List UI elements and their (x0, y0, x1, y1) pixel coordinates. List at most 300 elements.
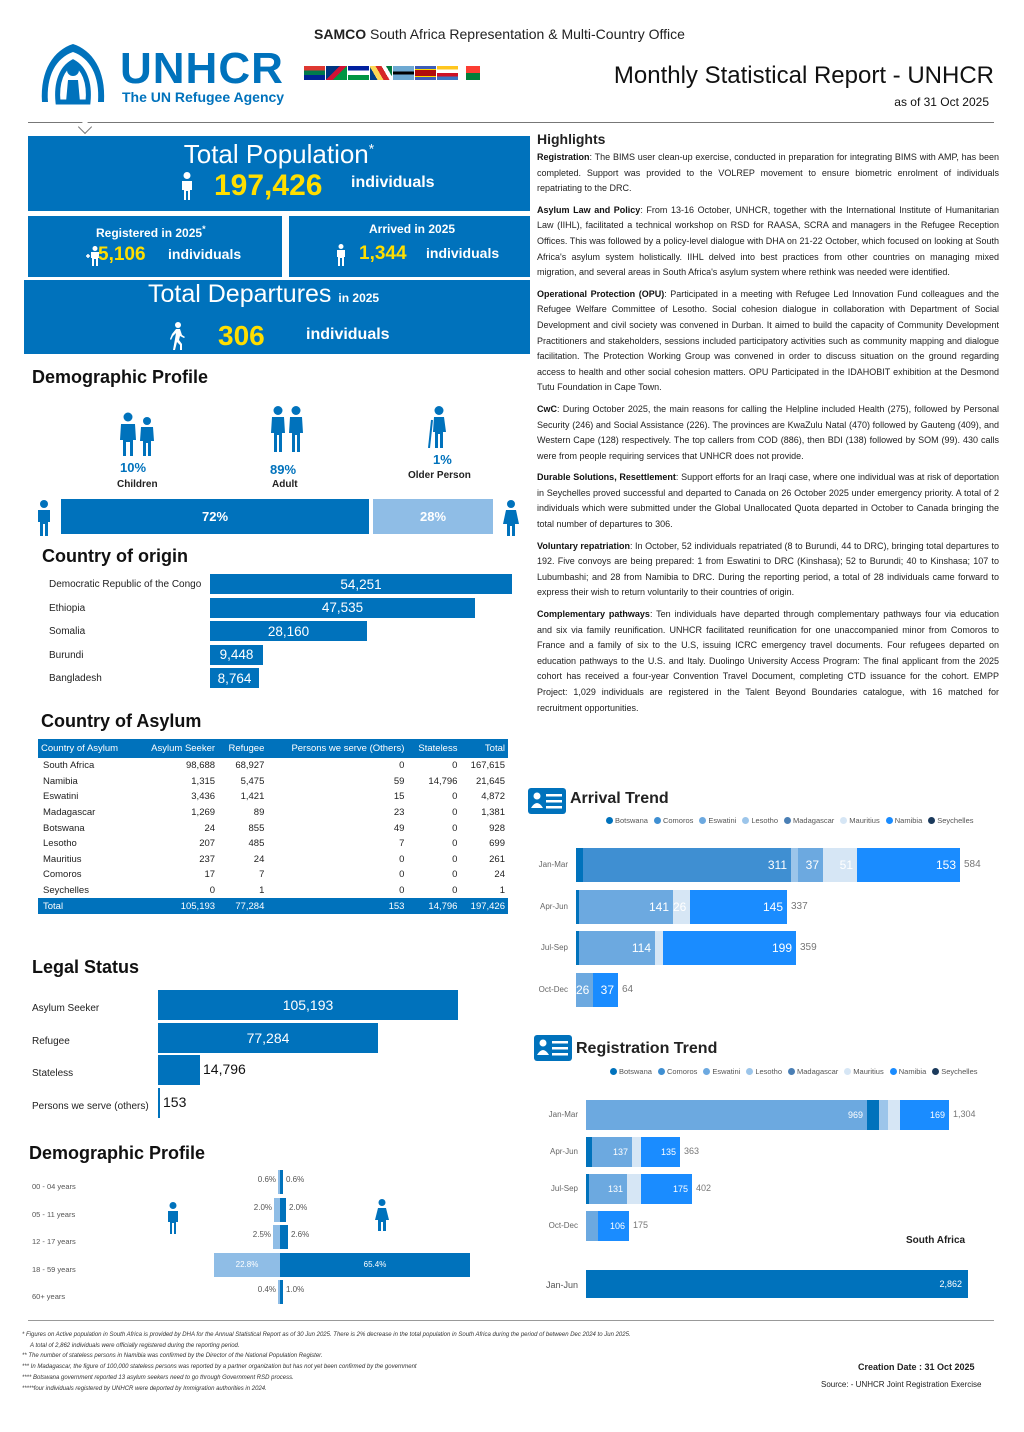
older-label: Older Person (408, 470, 471, 481)
total-cell: 14,796 (407, 898, 460, 914)
trend-segment-value: 175 (672, 1183, 688, 1194)
trend-total: 584 (964, 859, 981, 870)
table-cell: 0 (452, 885, 458, 897)
legend-entry (606, 816, 648, 825)
table-cell: 59 (393, 775, 405, 787)
legend-entry (699, 816, 736, 825)
legend-label: Madagascar (793, 816, 835, 825)
legend-dot (658, 1068, 665, 1075)
trend-total: 64 (622, 983, 634, 995)
office-header (314, 26, 685, 42)
legend-dot (699, 817, 706, 824)
table-row (38, 758, 508, 774)
origin-country-label: Burundi (49, 649, 84, 661)
origin-title: Country of origin (42, 546, 188, 566)
trend-period-label: Jan-Mar (548, 1110, 578, 1119)
unhcr-logo (34, 40, 314, 110)
legend-label: Mauritius (849, 816, 880, 825)
legend-label: Madagascar (797, 1067, 839, 1076)
person-icon (335, 244, 347, 266)
table-row (38, 774, 508, 790)
registered-box (28, 216, 282, 277)
arrived-unit: individuals (426, 245, 500, 261)
table-cell: 98,688 (185, 760, 216, 772)
highlight-heading: CwC (537, 403, 557, 414)
adult-label: Adult (272, 479, 298, 490)
table-cell: 0 (452, 822, 458, 834)
legend-dot (654, 817, 661, 824)
departures-unit: individuals (306, 326, 390, 343)
table-cell: 68,927 (235, 760, 265, 772)
age-group-label: 12 - 17 years (32, 1237, 76, 1246)
trend-total: 363 (684, 1146, 700, 1156)
female-bar: 28% (373, 499, 493, 534)
footer-note: A total of 2,862 individuals were officially registered during the reporting period. (30, 1342, 240, 1349)
departures-title: Total Departures in 2025 (148, 280, 380, 308)
total-cell: 197,426 (460, 898, 508, 914)
table-cell: Eswatini (43, 791, 79, 803)
legend-label: Namibia (894, 816, 923, 825)
table-cell: 0 (452, 838, 458, 850)
adult-pct: 89% (270, 462, 297, 477)
trend-segment-value: 26 (576, 982, 590, 997)
header-divider (28, 122, 994, 123)
age-group-label: 05 - 11 years (32, 1209, 76, 1219)
highlight-text: : The BIMS user clean-up exercise, conducted in preparation for integrating BIMS with AMP, has been completed. Support was provided to the VOLREP movement to ensure biometric enrolment of individuals repatriating to the DRC. (537, 152, 999, 194)
trend-segment-value: 26 (673, 899, 687, 914)
trend-segment-value: 106 (609, 1220, 625, 1231)
legend-label: Lesotho (755, 1067, 783, 1076)
older-person-icon (426, 406, 454, 448)
registered-unit: individuals (168, 246, 242, 262)
table-cell: 7 (399, 838, 405, 850)
legend-label: Eswatini (712, 1067, 741, 1076)
total-cell: Total (38, 898, 136, 914)
origin-bar: 54,251 (210, 574, 512, 594)
table-cell: 14,796 (428, 775, 458, 787)
trend-total: 359 (800, 942, 817, 953)
table-cell: 15 (393, 791, 405, 803)
table-cell: 1,315 (191, 775, 216, 787)
highlight-heading: Registration (537, 152, 590, 162)
trend-segment-value: 141 (648, 899, 669, 914)
total-cell: 105,193 (136, 898, 218, 914)
asylum-col-header: Asylum Seeker (136, 739, 218, 758)
male-icon (36, 500, 52, 536)
trend-period-label: Apr-Jun (549, 1147, 578, 1156)
trend-segment (627, 1174, 641, 1204)
report-date: as of 31 Oct 2025 (894, 95, 989, 109)
highlight-text: : During October 2025, the main reasons for calling the Helpline included Health (275), followed by Personal Security (246) and Social Assistance (226). The provinces are KwaZulu Natal (470) followed by Gauteng (409), and Western Cape (128) respectively. The top callers from COD (886), then BDI (138) followed by SOM (99). 430 calls were from people requiring services that UNHCR does not provide. (537, 403, 999, 461)
table-cell: Botswana (43, 822, 85, 834)
legal-status-value: 153 (163, 1093, 187, 1110)
trend-segment-value: 135 (660, 1146, 676, 1157)
flag-lesotho (348, 66, 369, 80)
flag-botswana (393, 66, 414, 80)
asylum-col-header: Refugee (218, 739, 267, 758)
trend-segment-value: 131 (607, 1183, 623, 1194)
highlight-heading: Complementary pathways (537, 609, 650, 620)
highlight-paragraph (537, 607, 999, 716)
legend-entry (742, 816, 778, 825)
total-population-value: 197,426 (214, 169, 323, 202)
table-cell: 928 (489, 822, 505, 834)
legend-entry (928, 816, 973, 825)
registered-title: Registered in 2025* (96, 224, 206, 240)
legend-entry (932, 1067, 977, 1076)
logo-name: UNHCR (120, 44, 284, 93)
age-group-label: 18 - 59 years (32, 1264, 76, 1274)
legend-dot (890, 1068, 897, 1075)
flag-comoros (437, 66, 458, 80)
origin-chart (40, 574, 520, 692)
legend-entry (784, 816, 834, 825)
male-bar: 72% (61, 499, 369, 534)
trend-period-label: Jul-Sep (540, 943, 568, 952)
legend-entry (610, 1067, 652, 1076)
trend-segment (655, 931, 663, 965)
legend-dot (886, 817, 893, 824)
age-female-value: 65.4% (363, 1259, 387, 1269)
trend-total: 1,304 (953, 1109, 976, 1119)
table-cell: 0 (452, 791, 458, 803)
legend-dot (844, 1068, 851, 1075)
age-male-bar (273, 1225, 280, 1249)
highlight-text: : Participated in a meeting with Refugee Led Innovation Fund colleagues and the Refugee Welfare Committee of Lesotho. Social cohesion dialogue in collaboration with Department of Social Development and civil society was convened in Durban. It aimed to build the capacity of Community Development Practitioners and stakeholders, sessions included participatory activities such as community mapping and dialogue facilitation. The Protection Working Group was convened in order to discuss situation on the ground regarding access to health and other social cohesion matters. OPU Participated in the IDAHOBIT exhibition at the Desmond Tutu Foundation in Cape Town. (537, 288, 1000, 393)
table-cell: 1 (259, 885, 265, 897)
highlight-paragraph (537, 539, 999, 601)
origin-country-label: Bangladesh (49, 673, 102, 684)
legend-label: Mauritius (853, 1067, 884, 1076)
table-cell: 261 (489, 853, 505, 865)
trend-total: 337 (791, 900, 808, 912)
highlight-heading: Asylum Law and Policy (537, 204, 641, 215)
footer-note: *****four individuals registered by UNHCR were deported by Immigration authorities in 2024. (22, 1385, 267, 1392)
trend-segment (867, 1100, 879, 1130)
table-cell: South Africa (43, 760, 95, 772)
legal-status-title: Legal Status (32, 957, 140, 977)
table-cell: 207 (199, 838, 216, 850)
legal-status-label: Asylum Seeker (32, 1003, 100, 1014)
table-cell: 0 (209, 885, 216, 897)
legend-dot (784, 817, 791, 824)
origin-country-label: Somalia (49, 626, 86, 637)
table-cell: 4,872 (481, 791, 505, 803)
legal-status-label: Stateless (32, 1068, 74, 1079)
legend-dot (610, 1068, 617, 1075)
table-cell: 1 (499, 885, 505, 897)
legend-label: Eswatini (708, 816, 737, 825)
table-cell: 0 (399, 760, 405, 772)
highlights-body (537, 150, 999, 722)
arrival-chart (530, 848, 1000, 1016)
legend-entry (788, 1067, 838, 1076)
legend-entry (886, 816, 923, 825)
origin-bar: 28,160 (210, 621, 367, 641)
table-row (38, 883, 508, 899)
table-cell: 1,269 (191, 807, 216, 819)
arrival-trend-title: Arrival Trend (570, 790, 669, 807)
trend-period-label: Jan-Mar (538, 860, 568, 869)
table-cell: Seychelles (43, 885, 89, 897)
age-male-value: 2.5% (252, 1230, 271, 1239)
legal-status-value: 105,193 (282, 997, 334, 1013)
trend-segment-value: 311 (767, 858, 787, 872)
flag-namibia (326, 66, 347, 80)
table-cell: 0 (452, 869, 458, 881)
trend-period-label: Jul-Sep (550, 1184, 578, 1193)
registered-value: 5,106 (98, 244, 146, 265)
legend-entry (890, 1067, 927, 1076)
report-title: Monthly Statistical Report - UNHCR (613, 62, 994, 89)
flag-seychelles (370, 66, 391, 80)
table-cell: 0 (399, 885, 405, 897)
legend-label: Seychelles (937, 816, 974, 825)
age-male-value: 0.6% (257, 1175, 276, 1184)
legend-label: Lesotho (751, 816, 779, 825)
trend-segment-value: 145 (762, 899, 783, 914)
table-cell: 24 (253, 853, 265, 865)
legend-entry (703, 1067, 740, 1076)
arrival-legend (606, 816, 974, 825)
origin-bar: 47,535 (210, 598, 475, 618)
children-pct: 10% (120, 460, 147, 475)
legend-entry (658, 1067, 697, 1076)
age-male-value: 0.4% (257, 1285, 276, 1294)
legend-label: Comoros (662, 816, 694, 825)
trend-period-label: Apr-Jun (539, 901, 568, 911)
footer-notes (22, 1330, 802, 1394)
footer-note: *** In Madagascar, the figure of 100,000 stateless persons was reported by a partner organization but has not yet been confirmed by the government (22, 1364, 417, 1371)
highlight-text: : Support efforts for an Iraqi case, where one individual was at risk of deportation in Seychelles proved successful and departed to Canada on 26 October 2025 under emergency priority. A total of 2 individuals which were submitted under the Global Unallocated Quota departed in October to Canada bringing the total number of departures to 306. (537, 472, 1000, 530)
sa-bar: 2,862 (586, 1270, 968, 1298)
origin-country-label: Ethiopia (49, 602, 86, 614)
table-cell: 0 (452, 807, 458, 819)
legal-status-value: 77,284 (246, 1029, 290, 1046)
flag-eswatini (415, 66, 436, 80)
table-cell: 24 (204, 822, 216, 834)
trend-segment (888, 1100, 900, 1130)
trend-segment (576, 848, 583, 882)
asylum-col-header: Country of Asylum (38, 739, 136, 758)
age-male-value: 2.0% (253, 1202, 272, 1212)
legend-entry (654, 816, 693, 825)
table-cell: 0 (452, 760, 458, 772)
age-male-value: 22.8% (235, 1259, 259, 1269)
legend-dot (788, 1068, 795, 1075)
origin-bar: 9,448 (210, 645, 263, 665)
table-total-row (38, 898, 508, 914)
asylum-title: Country of Asylum (41, 711, 202, 731)
registration-legend (610, 1067, 978, 1076)
age-female-bar (280, 1225, 288, 1249)
footer-note: **** Botswana government reported 13 asylum seekers need to go through Government RSD process. (22, 1374, 294, 1381)
country-flags (304, 66, 480, 80)
legend-dot (746, 1068, 753, 1075)
trend-segment-value: 114 (631, 941, 651, 955)
age-group-label: 00 - 04 years (32, 1182, 76, 1191)
trend-segment-value: 169 (929, 1109, 945, 1120)
total-cell: 153 (267, 898, 407, 914)
legend-label: Botswana (615, 816, 648, 825)
person-icon (180, 172, 194, 200)
children-label: Children (117, 479, 158, 490)
age-female-value: 1.0% (286, 1285, 305, 1294)
children-icon (118, 412, 158, 456)
office-abbrev: SAMCO (314, 26, 367, 42)
asylum-table-header (38, 739, 508, 758)
legal-status-label: Persons we serve (others) (32, 1100, 149, 1112)
asylum-col-header: Total (460, 739, 508, 758)
asylum-table (38, 739, 508, 914)
highlight-paragraph (537, 287, 999, 396)
trend-period-label: Oct-Dec (548, 1221, 578, 1230)
table-cell: 23 (393, 807, 405, 819)
table-row (38, 789, 508, 805)
legend-dot (703, 1068, 710, 1075)
table-cell: 89 (253, 807, 265, 819)
adults-icon (269, 406, 305, 452)
table-cell: 0 (399, 853, 405, 865)
legend-entry (840, 816, 879, 825)
table-cell: 167,615 (470, 760, 505, 772)
trend-segment-value: 37 (805, 858, 819, 872)
table-cell: 3,436 (191, 791, 216, 803)
trend-segment-value: 153 (935, 858, 956, 872)
older-pct: 1% (433, 452, 452, 467)
list-icon (528, 788, 566, 814)
highlight-paragraph (537, 203, 999, 281)
trend-period-label: Oct-Dec (538, 984, 568, 994)
age-group-label: 60+ years (32, 1292, 66, 1301)
highlight-text: : From 13-16 October, UNHCR, together with the International Institute of Humanitarian Law (IIHL), facilitated a technical workshop on RSD for RAASA, SCRA and managers in the Refugee Reception Offices. This was followed by a policy-level dialogue with DHA on 21-22 October, which focused on looking at South Africa's asylum system holistically. IIHL delved into best practices from other countries on managing mixed migration, and several areas in South Africa's asylum system where rethink was needed were identified. (537, 204, 999, 278)
trend-total: 402 (696, 1183, 712, 1193)
highlight-paragraph (537, 402, 999, 464)
female-icon (502, 500, 520, 536)
age-female-bar (280, 1170, 283, 1194)
table-row (38, 852, 508, 868)
flag-madagascar (459, 66, 480, 80)
trend-segment (586, 1211, 598, 1241)
trend-segment (879, 1100, 888, 1130)
age-female-bar (280, 1198, 286, 1222)
creation-date: Creation Date : 31 Oct 2025 (858, 1362, 975, 1372)
trend-segment (791, 848, 798, 882)
table-cell: 1,421 (240, 791, 265, 803)
highlights-title: Highlights (537, 131, 606, 147)
office-name: South Africa Representation & Multi-Country Office (370, 26, 685, 42)
footer-note: ** The number of stateless persons in Namibia was confirmed by the Director of the National Population Register. (22, 1353, 323, 1360)
trend-segment-value: 51 (839, 858, 853, 872)
table-cell: Lesotho (43, 838, 77, 850)
age-female-value: 2.0% (289, 1202, 308, 1212)
sa-period-label: Jan-Jun (546, 1280, 579, 1290)
table-cell: 0 (399, 869, 405, 881)
highlight-paragraph (537, 470, 999, 532)
walking-person-icon (168, 322, 186, 350)
legal-status-label: Refugee (32, 1035, 70, 1047)
table-cell: 0 (452, 853, 458, 865)
origin-country-label: Democratic Republic of the Congo (49, 579, 202, 590)
south-africa-label: South Africa (906, 1235, 966, 1246)
list-icon (534, 1035, 572, 1061)
asylum-col-header: Stateless (407, 739, 460, 758)
table-cell: 24 (494, 869, 505, 881)
age-female-bar (280, 1280, 283, 1304)
departures-box (24, 280, 530, 354)
legend-label: Seychelles (941, 1067, 978, 1076)
arrived-value: 1,344 (359, 243, 407, 264)
legend-dot (928, 817, 935, 824)
table-cell: 1,381 (481, 807, 505, 819)
departures-value: 306 (218, 320, 265, 351)
flag-south-africa (304, 66, 325, 80)
table-row (38, 867, 508, 883)
highlight-heading: Voluntary repatriation (537, 540, 630, 551)
arrived-box (289, 216, 530, 277)
trend-segment-value: 199 (771, 941, 792, 955)
total-cell: 77,284 (218, 898, 267, 914)
legal-status-chart (30, 990, 520, 1120)
table-row (38, 820, 508, 836)
highlight-heading: Operational Protection (OPU) (537, 288, 665, 299)
table-cell: Madagascar (43, 807, 96, 819)
age-pyramid (30, 1170, 520, 1305)
table-cell: Namibia (43, 775, 78, 787)
logo-subtitle: The UN Refugee Agency (122, 89, 285, 105)
table-row (38, 836, 508, 852)
asylum-table-wrap (38, 739, 508, 914)
table-cell: 21,645 (475, 775, 505, 787)
total-population-title: Total Population* (183, 139, 375, 169)
trend-segment-value: 137 (612, 1146, 628, 1157)
highlight-paragraph (537, 150, 999, 197)
total-population-box (28, 136, 530, 211)
legend-entry (844, 1067, 883, 1076)
highlight-heading: Durable Solutions, Resettlement (537, 472, 676, 483)
table-cell: 5,475 (240, 775, 265, 787)
table-cell: 699 (489, 838, 505, 850)
age-female-value: 0.6% (286, 1175, 305, 1184)
legend-dot (606, 817, 613, 824)
demographic-title: Demographic Profile (32, 367, 209, 387)
legend-dot (840, 817, 847, 824)
legend-entry (746, 1067, 782, 1076)
trend-segment-value: 37 (600, 982, 614, 997)
legend-label: Namibia (898, 1067, 927, 1076)
footer-divider (28, 1320, 994, 1321)
footer-note: * Figures on Active population in South Africa is provided by DHA for the Annual Statistical Report as of 30 Jun 2025. There is 2% decrease in the total population in South Africa during the period of between Dec 2024 to Jun 2025. (22, 1332, 631, 1338)
table-cell: 855 (248, 822, 265, 834)
asylum-col-header: Persons we serve (Others) (267, 739, 407, 758)
registration-trend-title: Registration Trend (576, 1040, 718, 1057)
table-cell: 49 (393, 822, 405, 834)
table-cell: 237 (199, 853, 216, 865)
origin-bar: 8,764 (210, 668, 259, 688)
highlight-text: : Ten individuals have departed through complementary pathways four via education and six via family reunification. UNHCR facilitated reunification for one unaccompanied minor from Comoros to France and a family of six to the U.S, issuing ICRC emergency travel documents. Four refugees departed on education pathways to the U.S. and Italy. Duolingo University Access Program: The final applicant from the 2025 cohort has received a four-year Convention Travel Document, completing CTD issuance for the cohort. EMPP Project: 1,029 individuals are registered in the Talent Beyond Boundaries catalogue, with 16 matched for recruitment opportunities. (537, 609, 999, 713)
source-note: Source: - UNHCR Joint Registration Exercise (821, 1380, 982, 1389)
table-cell: 485 (248, 838, 265, 850)
unhcr-emblem-icon (34, 40, 112, 110)
gender-bar (61, 499, 493, 534)
age-profile-title: Demographic Profile (29, 1143, 206, 1163)
legal-status-bar (158, 1088, 160, 1118)
legend-dot (742, 817, 749, 824)
table-cell: Mauritius (43, 853, 82, 865)
trend-total: 175 (633, 1220, 649, 1230)
trend-segment (632, 1137, 641, 1167)
age-female-value: 2.6% (291, 1230, 310, 1239)
